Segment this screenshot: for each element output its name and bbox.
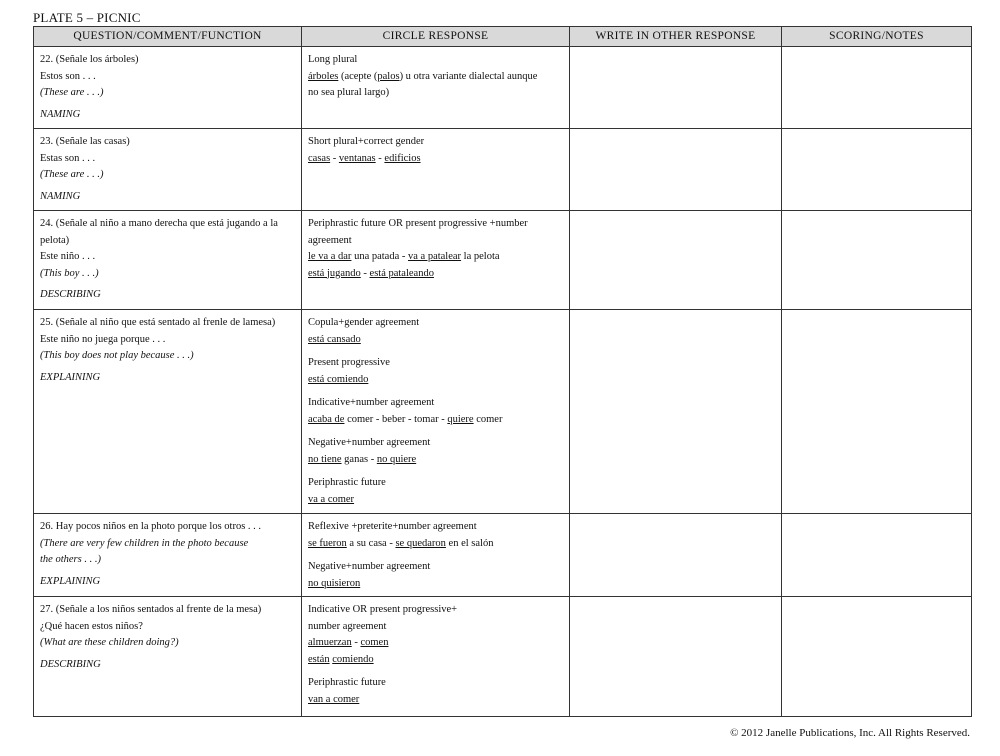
function-label: DESCRIBING [40, 289, 101, 300]
assessment-table [33, 26, 972, 717]
response-group [308, 216, 563, 282]
translation-line: (This boy . . .) [40, 267, 99, 279]
circle-option[interactable]: se quedaron [395, 537, 446, 549]
response-group [308, 475, 563, 508]
header-row [34, 27, 972, 47]
response-text: - [360, 267, 370, 279]
table-row [34, 514, 972, 597]
write-in-response-cell[interactable] [570, 211, 782, 310]
circle-option[interactable]: quiere [447, 413, 474, 425]
function-label: EXPLAINING [40, 371, 101, 383]
response-line [308, 372, 563, 389]
circle-option[interactable]: se fueron [308, 537, 347, 549]
response-line [308, 151, 563, 168]
circle-response-cell [302, 310, 570, 514]
response-line [308, 536, 563, 553]
response-text: - [375, 152, 385, 164]
response-text: - [330, 152, 339, 164]
circle-option[interactable]: están [308, 653, 330, 665]
response-text: - [351, 637, 361, 648]
response-group [308, 52, 563, 102]
response-group [308, 519, 563, 552]
response-text: comer - beber - tomar - [344, 413, 448, 425]
response-line [308, 69, 563, 86]
circle-option[interactable]: va a comer [308, 493, 355, 505]
header-scoring-notes: SCORING/NOTES [782, 27, 972, 47]
response-category: Periphrastic future [308, 477, 386, 488]
circle-option[interactable]: almuerzan [308, 637, 352, 648]
circle-option[interactable]: ventanas [338, 152, 376, 164]
circle-option[interactable]: casas [308, 152, 331, 164]
response-category: Short plural+correct gender [308, 136, 425, 147]
translation-line: (These are . . .) [40, 169, 104, 180]
scoring-notes-cell[interactable] [782, 514, 972, 597]
response-line [308, 492, 563, 509]
response-group [308, 315, 563, 348]
translation-line: the others . . .) [40, 554, 101, 565]
response-group [308, 395, 563, 428]
response-line [308, 249, 563, 266]
question-cell [34, 211, 302, 310]
circle-option[interactable]: árboles [308, 70, 339, 82]
circle-response-cell [302, 597, 570, 717]
header-circle-response: CIRCLE RESPONSE [302, 27, 570, 47]
response-group [308, 435, 563, 468]
scoring-notes-cell[interactable] [782, 310, 972, 514]
translation-line: (This boy does not play because . . .) [40, 350, 194, 361]
response-category: Negative+number agreement [308, 437, 431, 448]
response-line [308, 266, 563, 283]
circle-response-cell [302, 514, 570, 597]
question-line: Este niño no juega porque . . . [40, 333, 166, 345]
question-line: ¿Qué hacen estos niños? [40, 620, 143, 632]
table-row [34, 47, 972, 129]
response-group [308, 602, 563, 668]
response-group [308, 675, 563, 708]
response-category: Indicative OR present progressive+ [308, 604, 458, 615]
write-in-response-cell[interactable] [570, 514, 782, 597]
question-line: Estas son . . . [40, 152, 96, 164]
question-line: 23. (Señale las casas) [40, 136, 130, 147]
write-in-response-cell[interactable] [570, 129, 782, 211]
response-category: Copula+gender agreement [308, 317, 420, 328]
function-label: NAMING [40, 108, 81, 120]
header-write-in-response: WRITE IN OTHER RESPONSE [570, 27, 782, 47]
question-line: Estos son . . . [40, 70, 96, 82]
translation-line: (These are . . .) [40, 87, 104, 98]
response-category: Indicative+number agreement [308, 397, 435, 408]
table-row [34, 211, 972, 310]
circle-option[interactable]: no tiene [308, 453, 342, 465]
scoring-notes-cell[interactable] [782, 47, 972, 129]
response-text: (acepte ( [338, 70, 378, 82]
question-line: 24. (Señale al niño a mano derecha que está jugando a la [40, 218, 278, 229]
circle-response-cell [302, 47, 570, 129]
header-question: QUESTION/COMMENT/FUNCTION [34, 27, 302, 47]
circle-option[interactable]: está jugando [308, 267, 361, 279]
question-cell [34, 47, 302, 129]
circle-option[interactable]: comen [360, 637, 389, 648]
response-group [308, 355, 563, 388]
response-line [308, 332, 563, 349]
translation-line: (What are these children doing?) [40, 637, 179, 648]
response-category: Periphrastic future [308, 677, 386, 688]
response-category: Negative+number agreement [308, 561, 431, 572]
circle-option[interactable]: van a comer [308, 693, 360, 705]
question-line: 26. Hay pocos niños en la photo porque los otros . . . [40, 521, 262, 532]
circle-option[interactable]: le va a dar [308, 251, 352, 262]
response-category: Present progressive [308, 357, 390, 368]
response-text: a su casa - [346, 537, 396, 549]
table-row [34, 597, 972, 717]
question-cell [34, 310, 302, 514]
response-line [308, 576, 563, 593]
response-line [308, 635, 563, 652]
circle-option[interactable]: no quiere [376, 453, 417, 465]
question-cell [34, 597, 302, 717]
table-row [34, 310, 972, 514]
question-line: 22. (Señale los árboles) [40, 54, 139, 65]
table-row [34, 129, 972, 211]
response-text: ganas - [341, 453, 377, 465]
circle-option[interactable]: está pataleando [369, 267, 434, 279]
circle-response-cell [302, 129, 570, 211]
response-group [308, 134, 563, 167]
response-text: no sea plural largo) [308, 87, 390, 98]
scoring-notes-cell[interactable] [782, 597, 972, 717]
response-category: Long plural [308, 54, 358, 65]
response-text: ) u otra variante dialectal aunque [399, 70, 538, 82]
write-in-response-cell[interactable] [570, 47, 782, 129]
question-line: 25. (Señale al niño que está sentado al frenle de lamesa) [40, 317, 276, 328]
response-group [308, 559, 563, 592]
question-line: 27. (Señale a los niños sentados al frente de la mesa) [40, 604, 262, 615]
function-label: NAMING [40, 190, 81, 202]
response-line [308, 652, 563, 669]
scoring-notes-cell[interactable] [782, 129, 972, 211]
response-text: una patada - [351, 251, 408, 262]
circle-option[interactable]: no quisieron [308, 577, 361, 589]
response-line [308, 85, 563, 102]
response-text: comer [473, 413, 503, 425]
response-category: Periphrastic future OR present progressive +number agreement [308, 218, 528, 246]
question-line: Este niño . . . [40, 251, 96, 262]
question-cell [34, 514, 302, 597]
copyright-footer: © 2012 Janelle Publications, Inc. All Rights Reserved. [730, 727, 970, 739]
circle-option[interactable]: acaba de [308, 413, 345, 425]
scoring-notes-cell[interactable] [782, 211, 972, 310]
response-text: number agreement [308, 620, 387, 632]
write-in-response-cell[interactable] [570, 597, 782, 717]
question-cell [34, 129, 302, 211]
translation-line: (There are very few children in the photo because [40, 537, 249, 549]
circle-option[interactable]: edificios [384, 152, 421, 164]
response-line [308, 619, 563, 636]
response-category: Reflexive +preterite+number agreement [308, 521, 477, 532]
question-line: pelota) [40, 234, 70, 246]
circle-option[interactable]: palos [377, 70, 400, 82]
response-line [308, 452, 563, 469]
response-line [308, 692, 563, 709]
circle-response-cell [302, 211, 570, 310]
write-in-response-cell[interactable] [570, 310, 782, 514]
plate-title: PLATE 5 – PICNIC [33, 10, 141, 25]
function-label: DESCRIBING [40, 658, 101, 670]
circle-option[interactable]: está comiendo [308, 373, 369, 385]
circle-option[interactable]: comiendo [332, 653, 374, 665]
response-text: la pelota [461, 251, 500, 262]
circle-option[interactable]: está cansado [308, 333, 361, 345]
response-line [308, 412, 563, 429]
circle-option[interactable]: va a patalear [408, 251, 462, 262]
function-label: EXPLAINING [40, 575, 101, 587]
response-text: en el salón [445, 537, 494, 549]
